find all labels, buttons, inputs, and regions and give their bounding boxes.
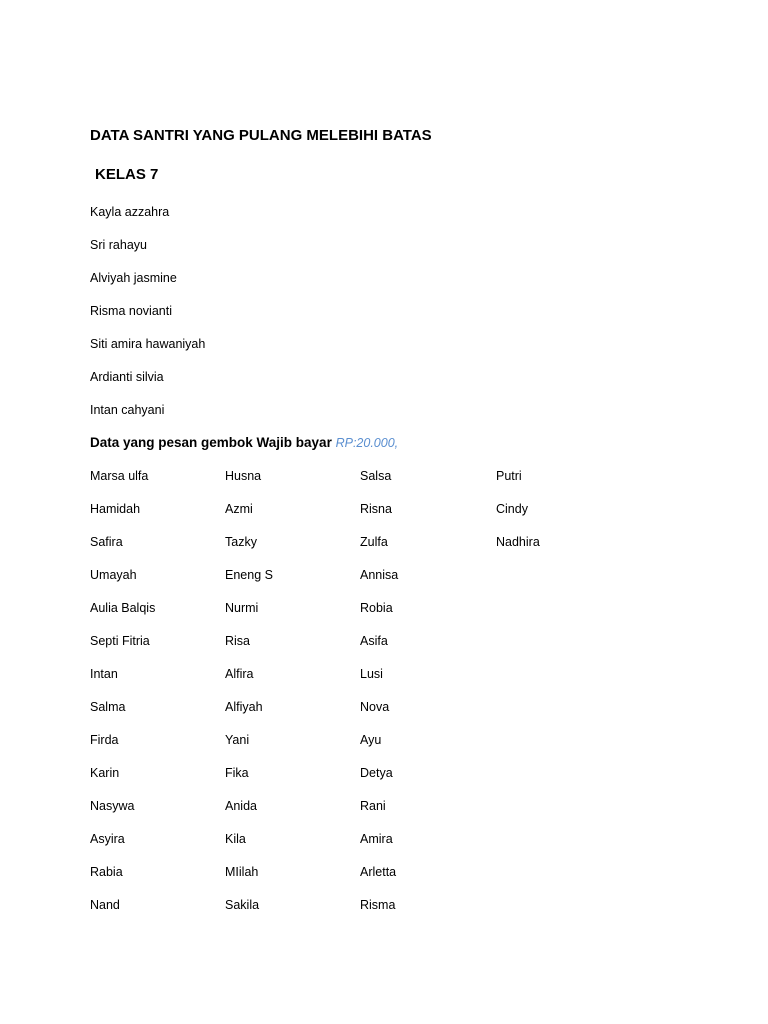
list-item: Sri rahayu bbox=[90, 238, 147, 252]
kelas-heading: KELAS 7 bbox=[95, 166, 159, 183]
table-cell: Annisa bbox=[360, 568, 399, 582]
table-cell: Firda bbox=[90, 733, 119, 747]
list-item: Kayla azzahra bbox=[90, 205, 170, 219]
gembok-heading bbox=[90, 435, 398, 450]
table-cell: Nadhira bbox=[496, 535, 540, 549]
table-cell: Zulfa bbox=[360, 535, 388, 549]
table-cell: Risa bbox=[225, 634, 251, 648]
table-cell: Hamidah bbox=[90, 502, 141, 516]
table-cell bbox=[496, 666, 631, 699]
table-cell bbox=[496, 567, 631, 600]
table-cell: Anida bbox=[225, 799, 257, 813]
table-cell: Salma bbox=[90, 700, 126, 714]
table-cell: Robia bbox=[360, 601, 393, 615]
list-item: Siti amira hawaniyah bbox=[90, 337, 206, 351]
table-cell: Asifa bbox=[360, 634, 388, 648]
table-cell: Alfiyah bbox=[225, 700, 263, 714]
table-cell: Ayu bbox=[360, 733, 382, 747]
table-cell: Safira bbox=[90, 535, 123, 549]
table-cell bbox=[496, 831, 631, 864]
table-cell: Sakila bbox=[225, 898, 260, 912]
list-item: Risma novianti bbox=[90, 304, 172, 318]
table-cell: Risma bbox=[360, 898, 396, 912]
table-cell: Cindy bbox=[496, 502, 528, 516]
table-cell: Husna bbox=[225, 469, 262, 483]
table-cell: Kila bbox=[225, 832, 246, 846]
table-cell: Arletta bbox=[360, 865, 397, 879]
table-cell: Putri bbox=[496, 469, 522, 483]
table-cell: Detya bbox=[360, 766, 393, 780]
gembok-price: RP:20.000, bbox=[335, 436, 399, 450]
table-cell: Lusi bbox=[360, 667, 383, 681]
table-cell: Alfira bbox=[225, 667, 254, 681]
table-cell: Nova bbox=[360, 700, 390, 714]
table-cell: Nasywa bbox=[90, 799, 135, 813]
table-cell bbox=[496, 897, 631, 930]
gembok-heading-text: Data yang pesan gembok Wajib bayar bbox=[90, 435, 332, 450]
list-item: Ardianti silvia bbox=[90, 370, 164, 384]
table-cell: Septi Fitria bbox=[90, 634, 150, 648]
table-cell: Aulia Balqis bbox=[90, 601, 156, 615]
table-cell: Eneng S bbox=[225, 568, 273, 582]
table-cell bbox=[496, 732, 631, 765]
table-cell: Intan bbox=[90, 667, 118, 681]
table-cell bbox=[496, 699, 631, 732]
table-cell bbox=[496, 600, 631, 633]
table-cell bbox=[496, 633, 631, 666]
table-cell: Nurmi bbox=[225, 601, 259, 615]
table-cell: Nand bbox=[90, 898, 120, 912]
table-cell bbox=[496, 798, 631, 831]
table-cell: Rabia bbox=[90, 865, 123, 879]
table-cell: Rani bbox=[360, 799, 386, 813]
list-item: Alviyah jasmine bbox=[90, 271, 177, 285]
gembok-name-table bbox=[90, 468, 631, 930]
table-cell bbox=[496, 765, 631, 798]
kelas7-name-list bbox=[90, 204, 205, 435]
table-cell: Yani bbox=[225, 733, 250, 747]
list-item: Intan cahyani bbox=[90, 403, 165, 417]
table-cell: Tazky bbox=[225, 535, 257, 549]
table-cell: Salsa bbox=[360, 469, 392, 483]
table-cell: Risna bbox=[360, 502, 392, 516]
table-cell: Marsa ulfa bbox=[90, 469, 149, 483]
table-cell bbox=[496, 864, 631, 897]
table-cell: Asyira bbox=[90, 832, 125, 846]
table-cell: Amira bbox=[360, 832, 393, 846]
document-title: DATA SANTRI YANG PULANG MELEBIHI BATAS bbox=[90, 127, 432, 144]
table-cell: Fika bbox=[225, 766, 249, 780]
table-cell: Karin bbox=[90, 766, 120, 780]
table-cell: MIilah bbox=[225, 865, 259, 879]
table-cell: Azmi bbox=[225, 502, 253, 516]
table-cell: Umayah bbox=[90, 568, 137, 582]
